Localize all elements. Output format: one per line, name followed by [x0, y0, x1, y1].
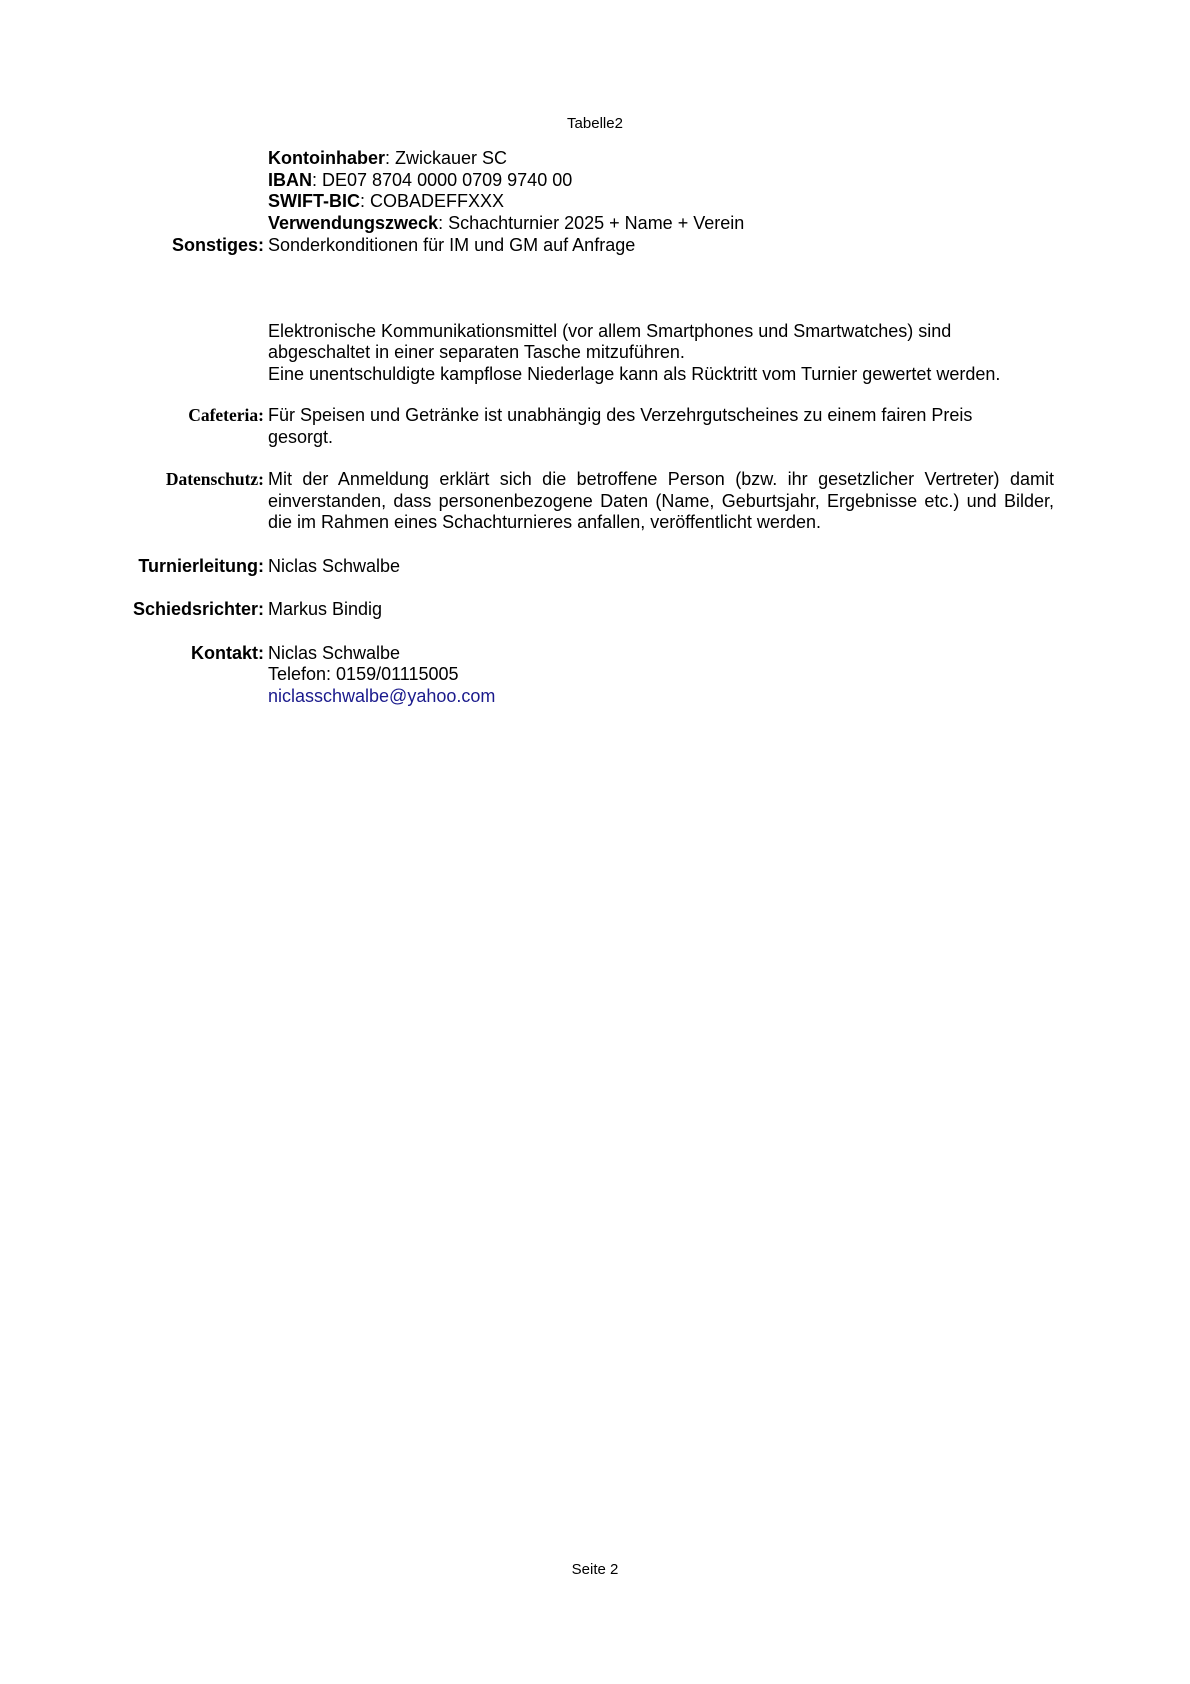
- notes-row: [0, 321, 1190, 386]
- page-number: Seite 2: [571, 1561, 619, 1578]
- swift-value: : COBADEFFXXX: [360, 191, 505, 211]
- kontakt-row: [0, 643, 1190, 708]
- kontoinhaber-value: : Zwickauer SC: [385, 148, 508, 168]
- turnierleitung-row: [0, 556, 1190, 578]
- datenschutz-label: Datenschutz:: [165, 469, 264, 489]
- verwendungszweck-label: Verwendungszweck: [268, 212, 439, 233]
- sonstiges-value: Sonderkonditionen für IM und GM auf Anfrage: [268, 235, 636, 255]
- kontakt-name: Niclas Schwalbe: [268, 642, 401, 663]
- swift-label: SWIFT-BIC: [268, 191, 360, 211]
- turnierleitung-label: Turnierleitung:: [138, 555, 264, 576]
- sonstiges-label: Sonstiges:: [171, 235, 264, 255]
- cafeteria-label: Cafeteria:: [188, 405, 264, 425]
- verwendungszweck-line: [268, 213, 1054, 235]
- datenschutz-value: Mit der Anmeldung erklärt sich die betroffene Person (bzw. ihr gesetzlicher Vertreter) damit einverstanden, dass personenbezogene Daten (Name, Geburtsjahr, Ergebnisse etc.) und Bilder, die im Rahmen eines Schachturnieres anfallen, veröffentlicht werden.: [268, 469, 1054, 532]
- cafeteria-row: [0, 405, 1190, 448]
- iban-value: : DE07 8704 0000 0709 9740 00: [312, 169, 573, 190]
- bank-details: [0, 148, 1190, 234]
- notes-line-1: Elektronische Kommunikationsmittel (vor allem Smartphones und Smartwatches) sind: [268, 320, 952, 341]
- notes-line-2: abgeschaltet in einer separaten Tasche mitzuführen.: [268, 342, 685, 362]
- verwendungszweck-value: : Schachturnier 2025 + Name + Verein: [438, 212, 745, 233]
- datenschutz-row: [0, 469, 1190, 534]
- kontoinhaber-label: Kontoinhaber: [268, 148, 385, 168]
- kontakt-label: Kontakt:: [191, 642, 264, 663]
- schiedsrichter-value: Markus Bindig: [268, 599, 383, 619]
- kontakt-email-link[interactable]: niclasschwalbe@yahoo.com: [268, 685, 496, 706]
- kontoinhaber-line: [268, 148, 1054, 170]
- sonstiges-row: [0, 235, 1190, 257]
- schiedsrichter-row: [0, 599, 1190, 621]
- kontakt-phone: Telefon: 0159/01115005: [268, 664, 459, 684]
- turnierleitung-value: Niclas Schwalbe: [268, 555, 401, 576]
- page-header: Tabelle2: [567, 115, 623, 132]
- document-body: [0, 148, 1190, 707]
- iban-line: [268, 170, 1054, 192]
- notes-line-3: Eine unentschuldigte kampflose Niederlage kann als Rücktritt vom Turnier gewertet werden.: [268, 363, 1001, 384]
- cafeteria-value: Für Speisen und Getränke ist unabhängig des Verzehrgutscheines zu einem fairen Preis gesorgt.: [268, 405, 973, 447]
- schiedsrichter-label: Schiedsrichter:: [132, 599, 264, 619]
- iban-label: IBAN: [268, 169, 312, 190]
- swift-line: [268, 191, 1054, 213]
